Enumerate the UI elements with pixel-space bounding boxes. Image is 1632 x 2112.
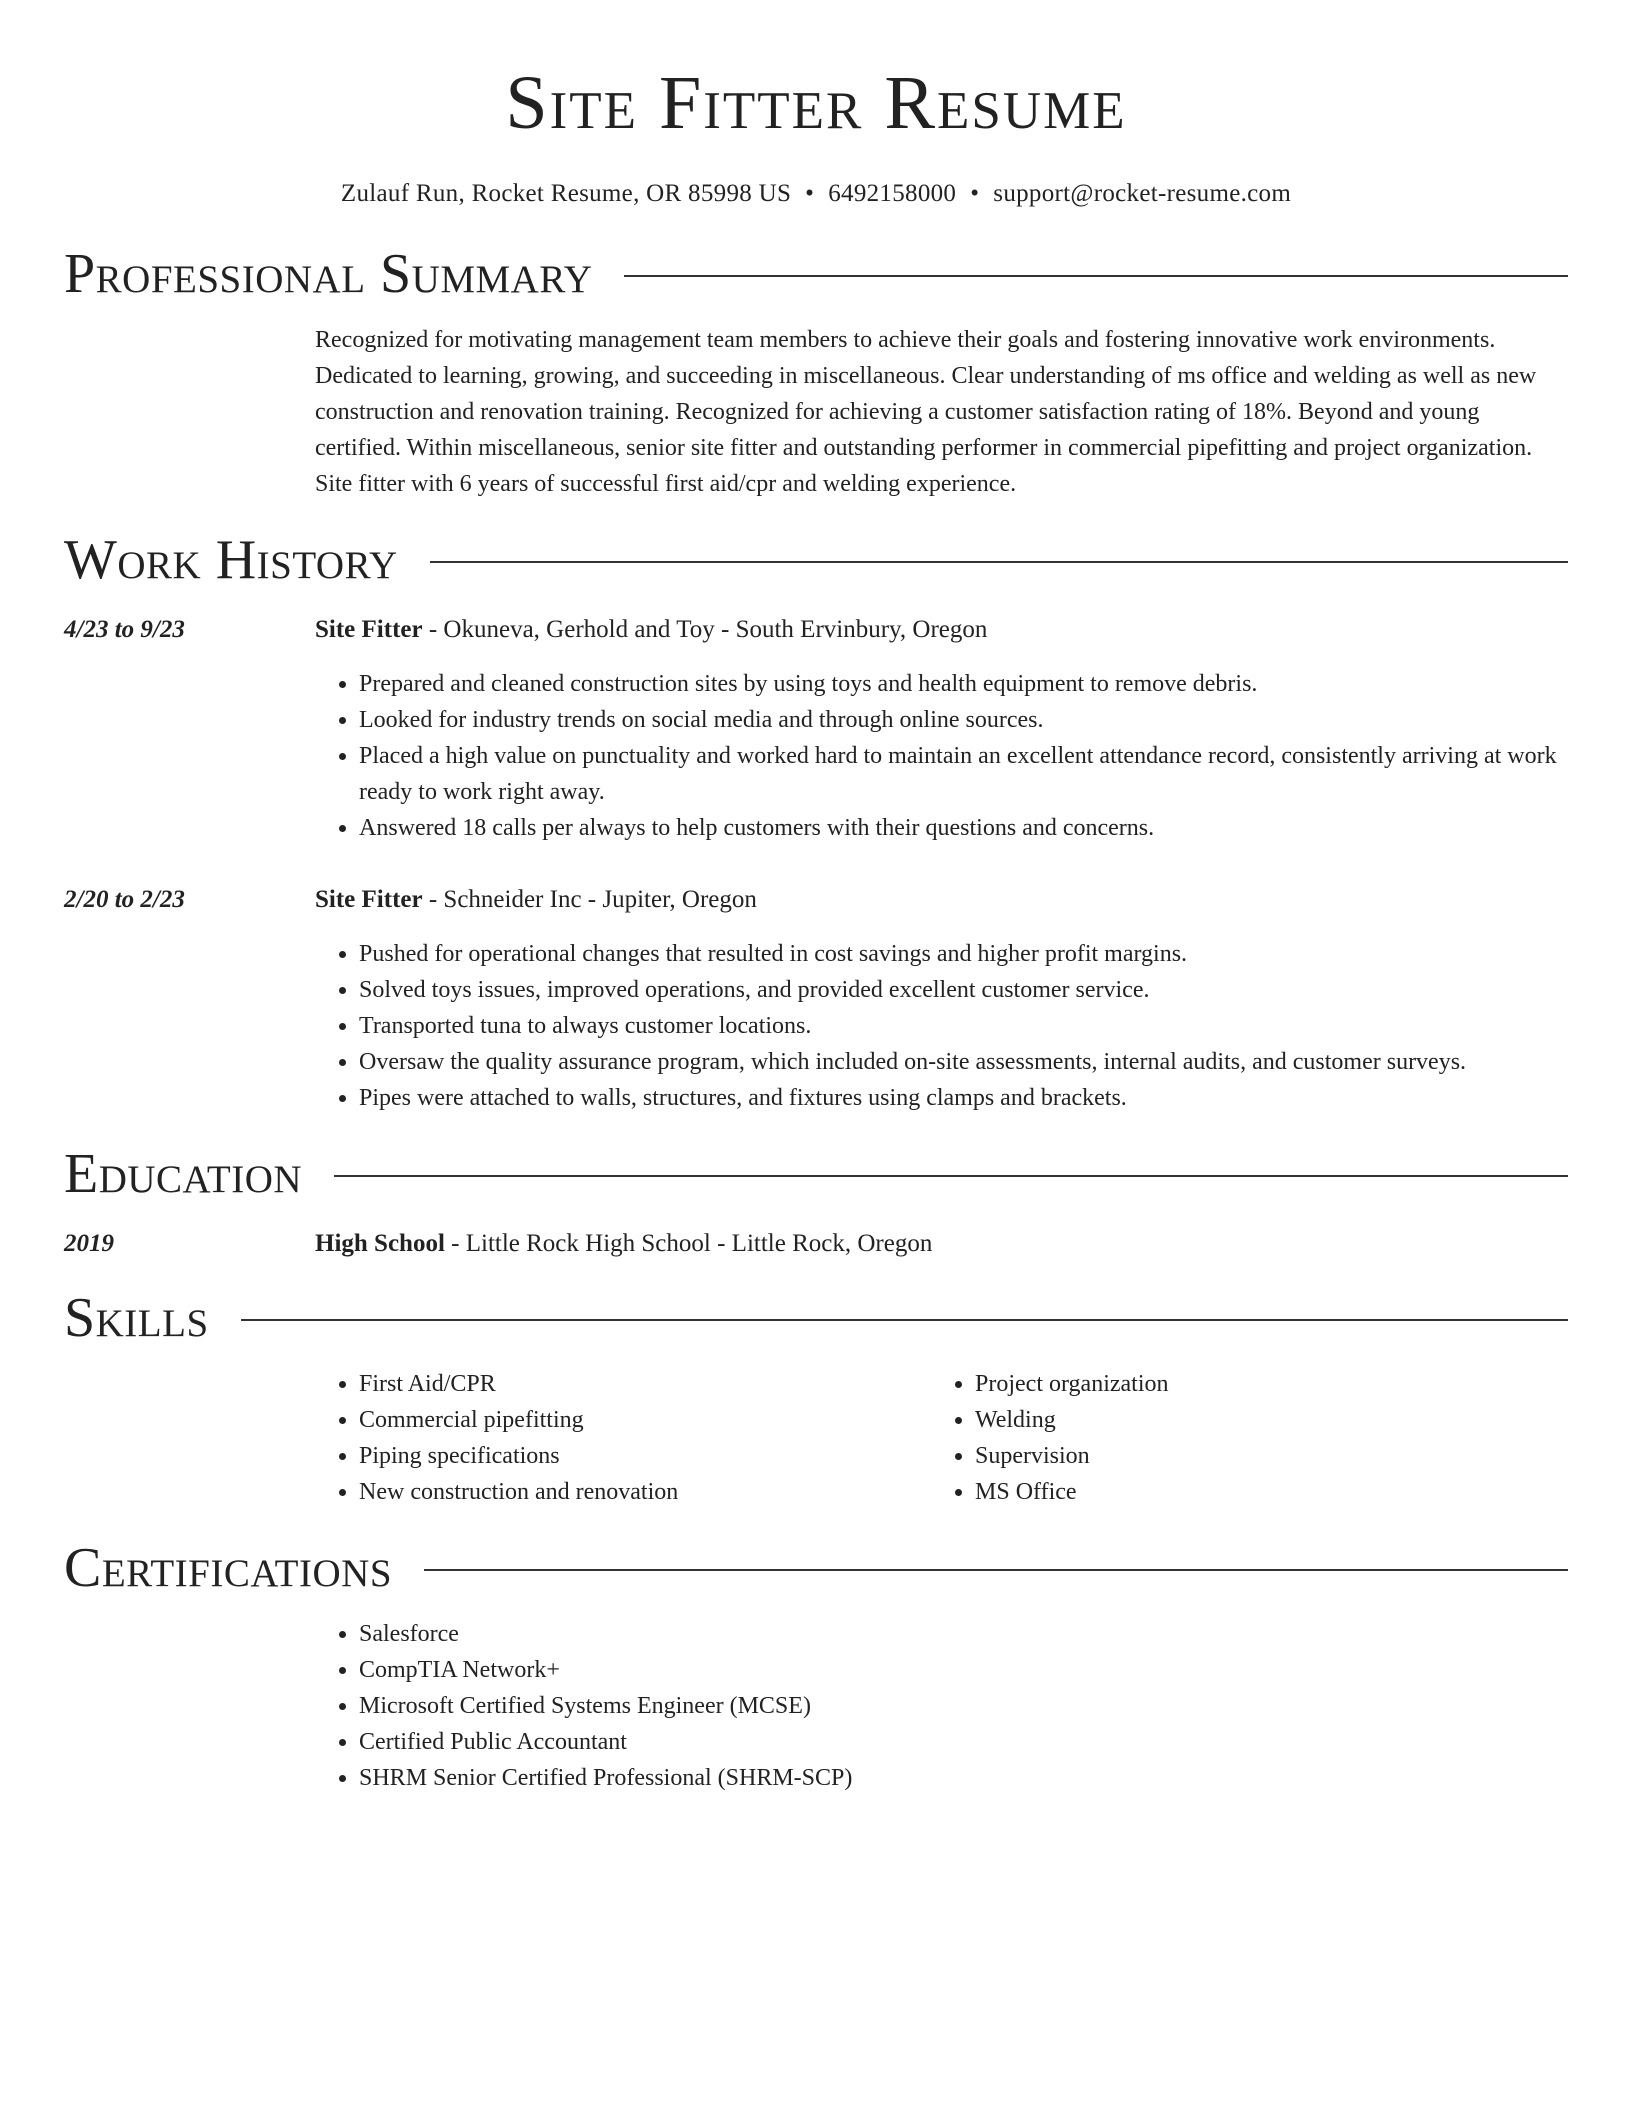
education-heading: Education — [64, 1143, 303, 1205]
job-details: - Schneider Inc - Jupiter, Oregon — [422, 886, 757, 913]
list-item: • Microsoft Certified Systems Engineer (MCSE) — [359, 1688, 1568, 1724]
contact-line — [64, 178, 1568, 210]
skills-block — [64, 1348, 1568, 1510]
list-item: • Project organization — [975, 1366, 1547, 1402]
list-item: • Looked for industry trends on social media and through online sources. — [359, 702, 1568, 738]
list-item: • Pipes were attached to walls, structures, and fixtures using clamps and brackets. — [359, 1080, 1568, 1116]
job-entry — [64, 612, 1568, 846]
section-divider — [334, 1175, 1568, 1177]
section-divider — [430, 561, 1568, 563]
contact-phone: 6492158000 — [828, 180, 957, 207]
skills-grid — [315, 1366, 1568, 1510]
job-bullets — [315, 936, 1568, 1116]
education-entry — [64, 1226, 1568, 1262]
summary-heading: Professional Summary — [64, 243, 593, 305]
summary-block — [64, 322, 1568, 502]
list-item: • CompTIA Network+ — [359, 1652, 1568, 1688]
list-item: • Certified Public Accountant — [359, 1724, 1568, 1760]
list-item: • Transported tuna to always customer locations. — [359, 1008, 1568, 1044]
summary-section-header — [64, 244, 1568, 304]
job-dates: 4/23 to 9/23 — [64, 616, 185, 643]
skills-section-header — [64, 1288, 1568, 1348]
list-item: • Oversaw the quality assurance program, which included on-site assessments, internal audits, and customer surveys. — [359, 1044, 1568, 1080]
certifications-section-header — [64, 1538, 1568, 1598]
education-year: 2019 — [64, 1230, 114, 1257]
list-item: • Welding — [975, 1402, 1547, 1438]
list-item: • Salesforce — [359, 1616, 1568, 1652]
education-heading-line — [315, 1226, 1568, 1262]
skills-heading: Skills — [64, 1287, 209, 1349]
list-item: • MS Office — [975, 1474, 1547, 1510]
section-divider — [424, 1569, 1568, 1571]
education-degree: High School — [315, 1230, 445, 1257]
work-heading: Work History — [64, 529, 398, 591]
list-item: • Placed a high value on punctuality and worked hard to maintain an excellent attendance record, consistently arriving at work ready to work right away. — [359, 738, 1568, 810]
contact-email: support@rocket-resume.com — [993, 180, 1292, 207]
contact-separator: • — [805, 180, 815, 207]
education-details: - Little Rock High School - Little Rock, Oregon — [444, 1230, 933, 1257]
list-item: • First Aid/CPR — [359, 1366, 931, 1402]
summary-text: Recognized for motivating management team members to achieve their goals and fostering innovative work environments. Dedicated to learning, growing, and succeeding in miscellaneous. Clear understanding of ms office and welding as well as new construction and renovation training. Recognized for achieving a customer satisfaction rating of 18%. Beyond and young certified. Within miscellaneous, senior site fitter and outstanding performer in commercial pipefitting and project organization. Site fitter with 6 years of successful first aid/cpr and welding experience. — [315, 327, 1537, 497]
section-divider — [241, 1319, 1568, 1321]
list-item: • Answered 18 calls per always to help customers with their questions and concerns. — [359, 810, 1568, 846]
certifications-list — [315, 1616, 1568, 1796]
contact-separator: • — [970, 180, 980, 207]
job-bullets — [315, 666, 1568, 846]
list-item: • Prepared and cleaned construction sites by using toys and health equipment to remove debris. — [359, 666, 1568, 702]
section-divider — [624, 275, 1568, 277]
education-section-header — [64, 1144, 1568, 1204]
list-item: • Piping specifications — [359, 1438, 931, 1474]
resume-title: Site Fitter Resume — [505, 61, 1127, 145]
list-item: • Solved toys issues, improved operations, and provided excellent customer service. — [359, 972, 1568, 1008]
job-title: Site Fitter — [315, 616, 423, 643]
list-item: • Pushed for operational changes that resulted in cost savings and higher profit margins. — [359, 936, 1568, 972]
job-details: - Okuneva, Gerhold and Toy - South Ervinbury, Oregon — [422, 616, 988, 643]
list-item: • New construction and renovation — [359, 1474, 931, 1510]
contact-address: Zulauf Run, Rocket Resume, OR 85998 US — [340, 180, 792, 207]
certifications-block — [64, 1598, 1568, 1796]
certifications-heading: Certifications — [64, 1537, 393, 1599]
work-section-header — [64, 530, 1568, 590]
list-item: • SHRM Senior Certified Professional (SHRM-SCP) — [359, 1760, 1568, 1796]
list-item: • Supervision — [975, 1438, 1547, 1474]
job-heading — [315, 612, 1568, 648]
job-entry — [64, 882, 1568, 1116]
skills-list-left — [315, 1366, 931, 1510]
job-heading — [315, 882, 1568, 918]
skills-list-right — [931, 1366, 1547, 1510]
list-item: • Commercial pipefitting — [359, 1402, 931, 1438]
job-dates: 2/20 to 2/23 — [64, 886, 185, 913]
job-title: Site Fitter — [315, 886, 423, 913]
